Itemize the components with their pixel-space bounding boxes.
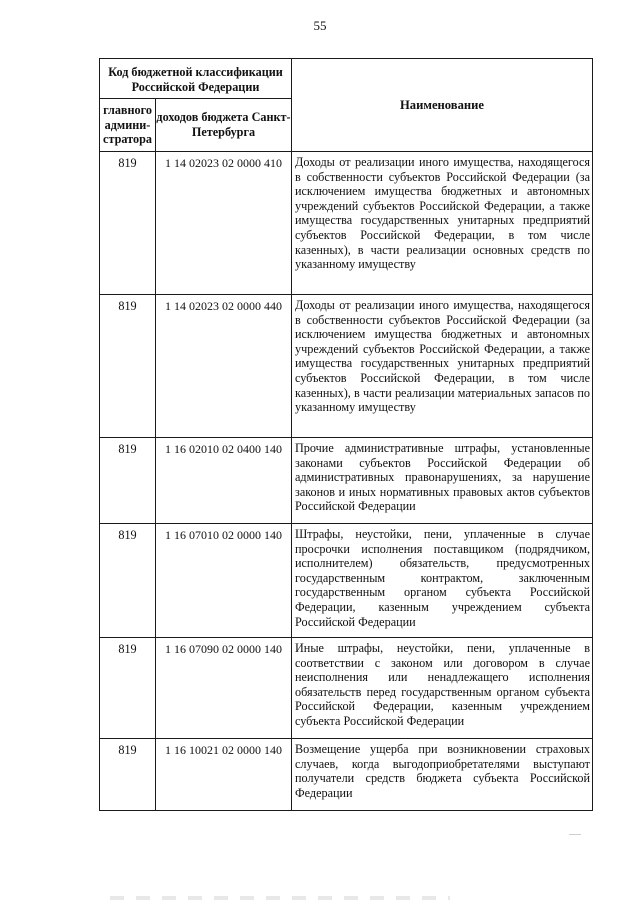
header-name: Наименование bbox=[292, 59, 593, 152]
cell-name: Доходы от реализации иного имущества, находящегося в собственности субъектов Российской Федерации (за исключением имущества бюджетных и автономных учреждений субъектов Российской Федерации, а также имущества государственных унитарных предприятий субъектов Российской Федерации, в том числе казенных), в части реализации материальных запасов по указанному имуществу bbox=[292, 295, 593, 438]
scan-margin-mark bbox=[569, 834, 581, 835]
cell-administrator: 819 bbox=[100, 295, 156, 438]
budget-classification-table bbox=[99, 58, 593, 811]
table-header-row bbox=[100, 59, 593, 99]
cell-name: Прочие административные штрафы, установленные законами субъектов Российской Федерации об административных правонарушениях, за нарушение законов и иных нормативных правовых актов субъектов Российской Федерации bbox=[292, 438, 593, 524]
scan-bleed-through bbox=[110, 896, 450, 900]
cell-administrator: 819 bbox=[100, 152, 156, 295]
cell-income-code: 1 16 07010 02 0000 140 bbox=[156, 524, 292, 638]
header-main-administrator: главного админи-стратора bbox=[100, 99, 156, 152]
cell-income-code: 1 14 02023 02 0000 410 bbox=[156, 152, 292, 295]
cell-income-code: 1 16 07090 02 0000 140 bbox=[156, 638, 292, 739]
cell-name: Возмещение ущерба при возникновении страховых случаев, когда выгодоприобретателями выступают получатели средств бюджета субъекта Российской Федерации bbox=[292, 739, 593, 811]
table-row bbox=[100, 438, 593, 524]
header-budget-code-group: Код бюджетной классификации Российской Федерации bbox=[100, 59, 292, 99]
cell-administrator: 819 bbox=[100, 638, 156, 739]
table-row bbox=[100, 295, 593, 438]
page-number: 55 bbox=[313, 18, 327, 33]
table-row bbox=[100, 524, 593, 638]
table-row bbox=[100, 152, 593, 295]
cell-income-code: 1 14 02023 02 0000 440 bbox=[156, 295, 292, 438]
header-income-code: доходов бюджета Санкт-Петербурга bbox=[156, 99, 292, 152]
cell-administrator: 819 bbox=[100, 524, 156, 638]
table-row bbox=[100, 739, 593, 811]
cell-income-code: 1 16 10021 02 0000 140 bbox=[156, 739, 292, 811]
cell-name: Иные штрафы, неустойки, пени, уплаченные в соответствии с законом или договором в случае неисполнения или ненадлежащего исполнения обязательств перед государственным органом субъекта Российской Федерации, казенным учреждением субъекта Российской Федерации bbox=[292, 638, 593, 739]
cell-administrator: 819 bbox=[100, 438, 156, 524]
table-row bbox=[100, 638, 593, 739]
cell-name: Штрафы, неустойки, пени, уплаченные в случае просрочки исполнения поставщиком (подрядчиком, исполнителем) обязательств, предусмотренных государственным контрактом, заключенным государственным органом субъекта Российской Федерации, казенным учреждением субъекта Российской Федерации bbox=[292, 524, 593, 638]
cell-income-code: 1 16 02010 02 0400 140 bbox=[156, 438, 292, 524]
cell-name: Доходы от реализации иного имущества, находящегося в собственности субъектов Российской Федерации (за исключением имущества бюджетных и автономных учреждений субъектов Российской Федерации, а также имущества государственных унитарных предприятий субъектов Российской Федерации, в том числе казенных), в части реализации основных средств по указанному имуществу bbox=[292, 152, 593, 295]
cell-administrator: 819 bbox=[100, 739, 156, 811]
